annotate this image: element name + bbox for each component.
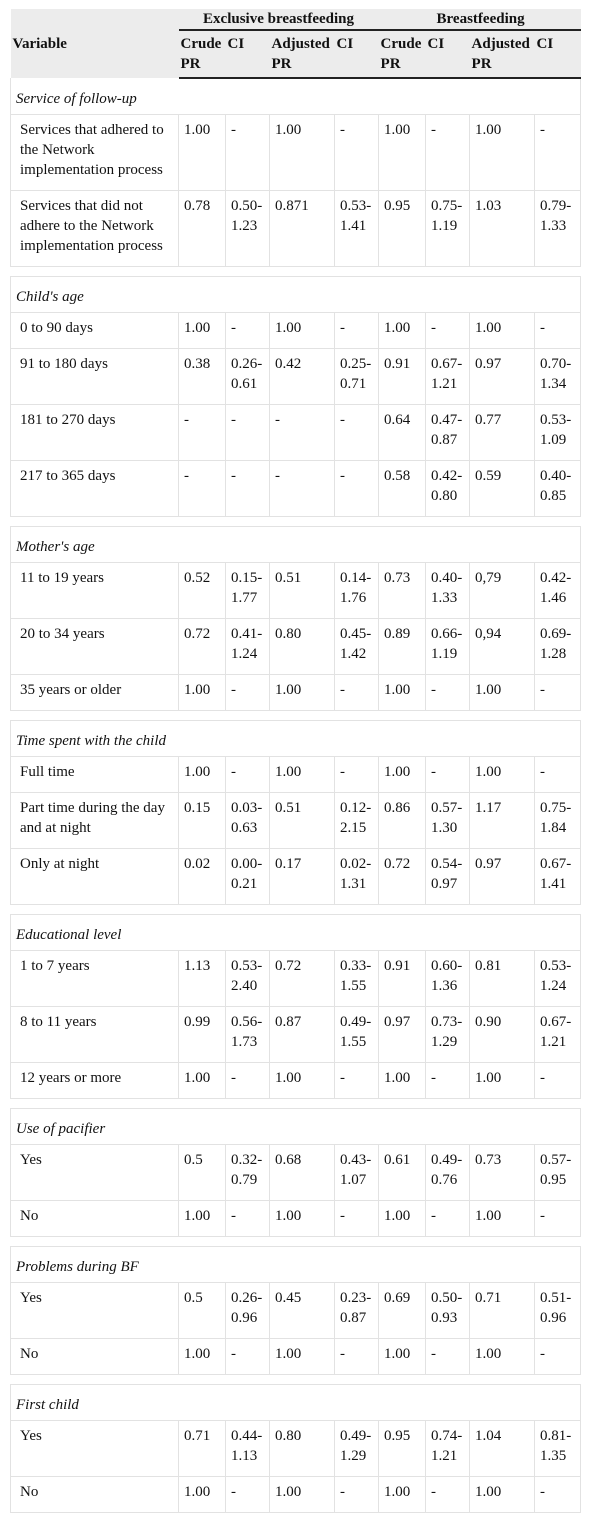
table-cell: 0.52 [179,563,226,619]
section-title: Child's age [11,277,581,313]
section-spacer [11,1237,581,1247]
table-cell: - [335,461,379,517]
header-ci2-ebf: CI [335,30,379,78]
section-spacer [11,517,581,527]
table-cell: 0.57-0.95 [535,1145,581,1201]
table-cell: - [335,115,379,191]
table-cell: 0.89 [379,619,426,675]
table-cell: 0.53-2.40 [226,951,270,1007]
header-ci2-bf: CI [535,30,581,78]
table-cell: 0.26-0.61 [226,349,270,405]
table-cell: 0.23-0.87 [335,1283,379,1339]
section-title: Educational level [11,915,581,951]
results-table [10,9,581,1513]
row-label: Part time during the day and at night [11,793,179,849]
table-row [11,405,581,461]
table-cell: 1.00 [179,115,226,191]
table-cell: 0.871 [270,191,335,267]
table-row [11,757,581,793]
section-header-row [11,277,581,313]
section-header-row [11,915,581,951]
table-row [11,675,581,711]
table-cell: 0.64 [379,405,426,461]
section-header-row [11,1109,581,1145]
table-cell: 0.70-1.34 [535,349,581,405]
table-cell: - [226,675,270,711]
table-cell: 1.00 [270,1201,335,1237]
section-header-row [11,527,581,563]
table-cell: - [226,1063,270,1099]
table-cell: 1.17 [470,793,535,849]
row-label: 1 to 7 years [11,951,179,1007]
section-spacer [11,1099,581,1109]
spacer-cell [11,905,581,915]
table-cell: 1.03 [470,191,535,267]
table-row [11,1201,581,1237]
table-cell: 0.50-1.23 [226,191,270,267]
section-header-row [11,1385,581,1421]
table-cell: 1.00 [470,115,535,191]
row-label: Yes [11,1145,179,1201]
row-label: 12 years or more [11,1063,179,1099]
table-cell: 0.61 [379,1145,426,1201]
table-cell: 0,79 [470,563,535,619]
section-spacer [11,1375,581,1385]
section-spacer [11,711,581,721]
row-label: Only at night [11,849,179,905]
row-label: No [11,1477,179,1513]
table-cell: 0.42-0.80 [426,461,470,517]
table-cell: - [426,1063,470,1099]
table-cell: - [535,675,581,711]
table-row [11,619,581,675]
table-cell: 1.00 [379,757,426,793]
row-label: Yes [11,1283,179,1339]
table-cell: 0.53-1.41 [335,191,379,267]
table-cell: 0.97 [470,349,535,405]
section-header-row [11,721,581,757]
table-cell: 0.51 [270,793,335,849]
table-cell: 0.91 [379,951,426,1007]
section-spacer [11,267,581,277]
table-cell: 0.41-1.24 [226,619,270,675]
table-cell: 1.00 [379,1339,426,1375]
table-cell: 0.40-1.33 [426,563,470,619]
table-cell: - [535,1201,581,1237]
table-cell: 0.69-1.28 [535,619,581,675]
table-cell: 0.72 [179,619,226,675]
table-cell: 1.00 [270,115,335,191]
table-cell: - [426,1477,470,1513]
section-title: Use of pacifier [11,1109,581,1145]
table-cell: 0.67-1.41 [535,849,581,905]
table-cell: - [226,1477,270,1513]
table-cell: 1.00 [470,1201,535,1237]
section-title: Service of follow-up [11,78,581,115]
table-cell: 0.33-1.55 [335,951,379,1007]
table-cell: 1.00 [270,313,335,349]
table-cell: - [535,757,581,793]
table-cell: 1.00 [379,1477,426,1513]
row-label: 20 to 34 years [11,619,179,675]
table-cell: - [179,461,226,517]
table-cell: - [226,115,270,191]
table-cell: 0.45-1.42 [335,619,379,675]
table-cell: - [270,461,335,517]
table-cell: 0.69 [379,1283,426,1339]
header-exclusive-breastfeeding: Exclusive breastfeeding [179,9,379,30]
table-cell: 1.00 [179,1201,226,1237]
table-cell: 1.00 [379,1063,426,1099]
row-label: 11 to 19 years [11,563,179,619]
table-cell: 1.00 [179,757,226,793]
table-cell: - [335,1339,379,1375]
table-cell: 0.72 [270,951,335,1007]
table-cell: - [426,1339,470,1375]
spacer-cell [11,1099,581,1109]
table-cell: 0.49-1.29 [335,1421,379,1477]
header-adjusted-pr-ebf: Adjusted PR [270,30,335,78]
table-cell: 0.72 [379,849,426,905]
table-cell: 0.12-2.15 [335,793,379,849]
table-cell: - [335,313,379,349]
table-cell: 0.60-1.36 [426,951,470,1007]
table-cell: - [426,115,470,191]
table-cell: 0.79-1.33 [535,191,581,267]
table-cell: 0.5 [179,1145,226,1201]
table-cell: - [226,461,270,517]
table-cell: 0.81 [470,951,535,1007]
table-cell: 0.15-1.77 [226,563,270,619]
table-cell: 0,94 [470,619,535,675]
table-cell: 1.13 [179,951,226,1007]
table-cell: - [426,757,470,793]
table-cell: 0.17 [270,849,335,905]
table-cell: 1.00 [270,675,335,711]
spacer-cell [11,711,581,721]
header-crude-pr-bf: Crude PR [379,30,426,78]
row-label: Services that did not adhere to the Network implementation process [11,191,179,267]
header-ci-ebf: CI [226,30,270,78]
table-cell: - [335,1201,379,1237]
spacer-cell [11,1237,581,1247]
table-cell: 0.67-1.21 [426,349,470,405]
table-row [11,563,581,619]
row-label: No [11,1201,179,1237]
table-cell: 0.03-0.63 [226,793,270,849]
table-cell: - [535,313,581,349]
table-cell: 0.02 [179,849,226,905]
table-cell: 0.40-0.85 [535,461,581,517]
table-cell: 0.25-0.71 [335,349,379,405]
spacer-cell [11,267,581,277]
table-cell: 0.99 [179,1007,226,1063]
table-cell: 0.45 [270,1283,335,1339]
table-cell: 0.54-0.97 [426,849,470,905]
table-row [11,1477,581,1513]
table-cell: 0.42 [270,349,335,405]
table-cell: - [426,1201,470,1237]
table-cell: - [226,1339,270,1375]
table-cell: - [535,115,581,191]
table-cell: 0.26-0.96 [226,1283,270,1339]
table-cell: 0.49-0.76 [426,1145,470,1201]
section-title: Time spent with the child [11,721,581,757]
table-cell: 0.75-1.19 [426,191,470,267]
table-cell: - [535,1339,581,1375]
section-title: Problems during BF [11,1247,581,1283]
table-cell: 0.66-1.19 [426,619,470,675]
table-cell: 0.49-1.55 [335,1007,379,1063]
header-variable: Variable [11,9,179,78]
table-cell: 0.53-1.24 [535,951,581,1007]
table-cell: - [535,1477,581,1513]
table-cell: 0.43-1.07 [335,1145,379,1201]
table-cell: 0.51 [270,563,335,619]
section-title: Mother's age [11,527,581,563]
section-title: First child [11,1385,581,1421]
table-cell: - [226,1201,270,1237]
row-label: 217 to 365 days [11,461,179,517]
table-cell: 0.81-1.35 [535,1421,581,1477]
table-cell: - [535,1063,581,1099]
table-cell: 0.14-1.76 [335,563,379,619]
row-label: Yes [11,1421,179,1477]
table-row [11,849,581,905]
table-row [11,1283,581,1339]
table-cell: 0.47-0.87 [426,405,470,461]
table-cell: 1.00 [379,115,426,191]
table-row [11,461,581,517]
table-cell: 0.44-1.13 [226,1421,270,1477]
table-cell: 0.15 [179,793,226,849]
table-cell: 0.71 [470,1283,535,1339]
table-cell: 0.95 [379,1421,426,1477]
table-cell: 0.95 [379,191,426,267]
table-cell: - [426,675,470,711]
table-cell: - [270,405,335,461]
table-cell: 0.58 [379,461,426,517]
row-label: 8 to 11 years [11,1007,179,1063]
table-cell: 0.80 [270,619,335,675]
table-cell: 0.87 [270,1007,335,1063]
table-cell: 1.00 [270,1339,335,1375]
table-row [11,1007,581,1063]
spacer-cell [11,1375,581,1385]
table-cell: 0.32-0.79 [226,1145,270,1201]
section-spacer [11,905,581,915]
row-label: No [11,1339,179,1375]
table-cell: 0.00-0.21 [226,849,270,905]
table-cell: 1.00 [270,1477,335,1513]
table-cell: 1.00 [379,1201,426,1237]
table-cell: 1.00 [470,1339,535,1375]
table-cell: 0.91 [379,349,426,405]
table-cell: - [335,405,379,461]
table-cell: 0.80 [270,1421,335,1477]
table-row [11,313,581,349]
header-crude-pr-ebf: Crude PR [179,30,226,78]
table-row [11,1421,581,1477]
row-label: 181 to 270 days [11,405,179,461]
table-cell: 1.00 [470,675,535,711]
table-row [11,115,581,191]
table-cell: - [335,1063,379,1099]
table-row [11,793,581,849]
table-cell: 0.38 [179,349,226,405]
table-cell: 0.73 [379,563,426,619]
row-label: 0 to 90 days [11,313,179,349]
table-cell: 0.90 [470,1007,535,1063]
table-cell: 0.74-1.21 [426,1421,470,1477]
header-adjusted-pr-bf: Adjusted PR [470,30,535,78]
table-cell: 0.59 [470,461,535,517]
table-cell: 1.00 [470,1063,535,1099]
table-cell: 1.00 [270,1063,335,1099]
header-ci-bf: CI [426,30,470,78]
table-cell: 1.00 [179,1339,226,1375]
table-cell: 0.42-1.46 [535,563,581,619]
table-cell: 1.00 [179,1477,226,1513]
table-cell: - [179,405,226,461]
table-cell: - [226,405,270,461]
table-cell: 0.73 [470,1145,535,1201]
table-cell: 1.04 [470,1421,535,1477]
table-body [11,78,581,1513]
table-cell: 1.00 [470,313,535,349]
row-label: Services that adhered to the Network implementation process [11,115,179,191]
table-row [11,1339,581,1375]
table-cell: 0.86 [379,793,426,849]
table-row [11,1063,581,1099]
table-cell: - [335,757,379,793]
row-label: 91 to 180 days [11,349,179,405]
table-cell: 0.73-1.29 [426,1007,470,1063]
table-cell: 0.02-1.31 [335,849,379,905]
table-cell: 1.00 [179,313,226,349]
table-row [11,1145,581,1201]
table-cell: - [335,675,379,711]
table-row [11,951,581,1007]
table-cell: 0.53-1.09 [535,405,581,461]
table-cell: - [335,1477,379,1513]
table-cell: 1.00 [270,757,335,793]
row-label: 35 years or older [11,675,179,711]
table-row [11,191,581,267]
table-cell: 0.57-1.30 [426,793,470,849]
table-cell: 1.00 [379,675,426,711]
table-cell: 0.97 [379,1007,426,1063]
table-container [10,9,580,1500]
row-label: Full time [11,757,179,793]
table-cell: 0.5 [179,1283,226,1339]
spacer-cell [11,517,581,527]
table-cell: 0.75-1.84 [535,793,581,849]
table-cell: 1.00 [470,757,535,793]
table-cell: 0.51-0.96 [535,1283,581,1339]
table-cell: 1.00 [470,1477,535,1513]
section-header-row [11,78,581,115]
table-cell: - [226,757,270,793]
table-cell: 0.67-1.21 [535,1007,581,1063]
table-cell: 0.71 [179,1421,226,1477]
table-cell: - [426,313,470,349]
table-cell: 1.00 [179,675,226,711]
header-breastfeeding: Breastfeeding [379,9,581,30]
table-cell: 0.50-0.93 [426,1283,470,1339]
section-header-row [11,1247,581,1283]
table-cell: 1.00 [379,313,426,349]
table-cell: 1.00 [179,1063,226,1099]
table-cell: 0.78 [179,191,226,267]
table-cell: 0.97 [470,849,535,905]
table-row [11,349,581,405]
table-cell: 0.68 [270,1145,335,1201]
table-cell: 0.56-1.73 [226,1007,270,1063]
table-cell: - [226,313,270,349]
table-cell: 0.77 [470,405,535,461]
